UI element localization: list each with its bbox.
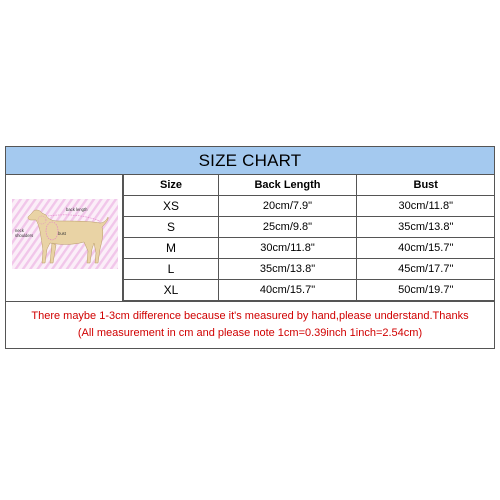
- column-header-size: Size: [124, 175, 219, 196]
- table-header-row: [124, 175, 495, 196]
- back-length-cell: 35cm/13.8": [219, 259, 357, 280]
- size-cell: S: [124, 217, 219, 238]
- size-cell: XL: [124, 280, 219, 301]
- bust-cell: 35cm/13.8": [357, 217, 495, 238]
- bust-label: bust: [58, 231, 66, 236]
- back-length-cell: 40cm/15.7": [219, 280, 357, 301]
- size-chart: [5, 146, 495, 349]
- unit-conversion-note: (All measurement in cm and please note 1cm=0.39inch 1inch=2.54cm): [77, 327, 423, 339]
- table-row: [124, 238, 495, 259]
- size-cell: M: [124, 238, 219, 259]
- measurement-notes: [6, 301, 494, 348]
- table-row: [124, 280, 495, 301]
- bust-cell: 45cm/17.7": [357, 259, 495, 280]
- table-row: [124, 217, 495, 238]
- bust-cell: 40cm/15.7": [357, 238, 495, 259]
- dog-measurement-image-cell: [6, 175, 123, 301]
- bust-cell: 30cm/11.8": [357, 196, 495, 217]
- size-table: [123, 175, 495, 301]
- back-length-cell: 30cm/11.8": [219, 238, 357, 259]
- back-length-label: back length: [66, 207, 88, 212]
- size-chart-title: SIZE CHART: [6, 147, 494, 175]
- size-cell: L: [124, 259, 219, 280]
- dog-measurement-illustration: [12, 199, 118, 269]
- bust-cell: 50cm/19.7": [357, 280, 495, 301]
- back-length-cell: 20cm/7.9": [219, 196, 357, 217]
- back-length-cell: 25cm/9.8": [219, 217, 357, 238]
- shoulders-label: shoulders: [15, 233, 34, 238]
- table-row: [124, 196, 495, 217]
- table-row: [124, 259, 495, 280]
- size-cell: XS: [124, 196, 219, 217]
- neck-label: neck: [15, 228, 24, 233]
- column-header-back-length: Back Length: [219, 175, 357, 196]
- hand-measure-note: There maybe 1-3cm difference because it's measured by hand,please understand.Thanks: [31, 310, 469, 322]
- column-header-bust: Bust: [357, 175, 495, 196]
